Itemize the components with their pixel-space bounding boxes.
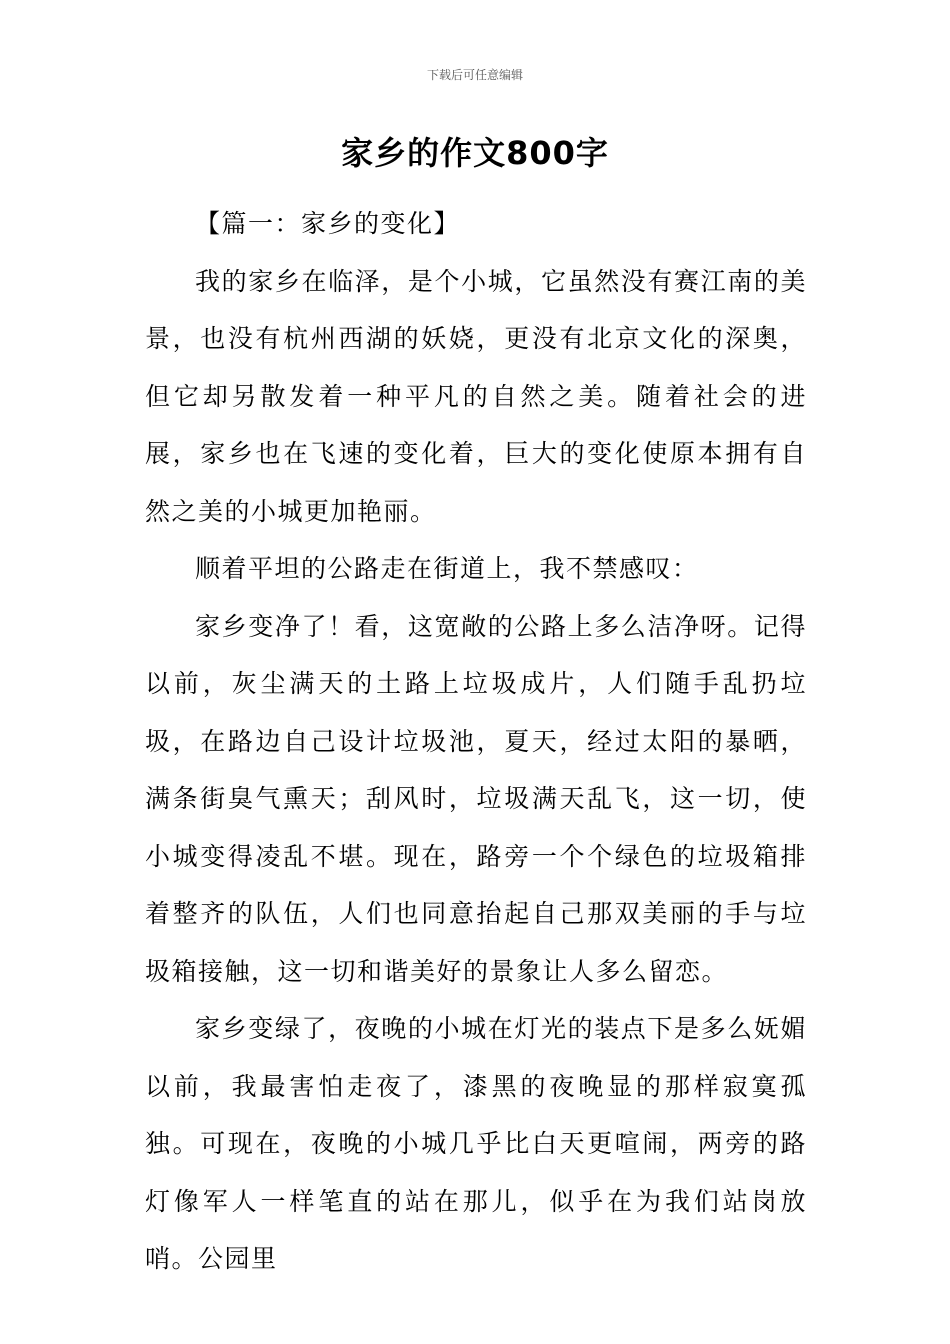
paragraph: 顺着平坦的公路走在街道上，我不禁感叹： (195, 554, 699, 583)
document-title: 家乡的作文800字 (341, 134, 609, 172)
section-heading: 【篇一：家乡的变化】 (195, 209, 461, 238)
paragraph: 我的家乡在临泽，是个小城，它虽然没有赛江南的美景，也没有杭州西湖的妖娆，更没有北京文化的深奥，但它却另散发着一种平凡的自然之美。随着社会的进展，家乡也在飞速的变化着，巨大的变化使原本拥有自然之美的小城更加艳丽。 (145, 266, 807, 526)
document-body (145, 195, 807, 1288)
paragraph: 家乡变绿了，夜晚的小城在灯光的装点下是多么妩媚以前，我最害怕走夜了，漆黑的夜晚显的那样寂寞孤独。可现在，夜晚的小城几乎比白天更喧闹，两旁的路灯像军人一样笔直的站在那儿，似乎在为我们站岗放哨。公园里 (145, 1014, 807, 1273)
page-watermark: 下载后可任意编辑 (426, 68, 523, 82)
paragraph: 家乡变净了！看，这宽敞的公路上多么洁净呀。记得以前，灰尘满天的土路上垃圾成片，人们随手乱扔垃圾，在路边自己设计垃圾池，夏天，经过太阳的暴晒，满条街臭气熏天；刮风时，垃圾满天乱飞，这一切，使小城变得凌乱不堪。现在，路旁一个个绿色的垃圾箱排着整齐的队伍，人们也同意抬起自己那双美丽的手与垃圾箱接触，这一切和谐美好的景象让人多么留恋。 (145, 611, 807, 986)
